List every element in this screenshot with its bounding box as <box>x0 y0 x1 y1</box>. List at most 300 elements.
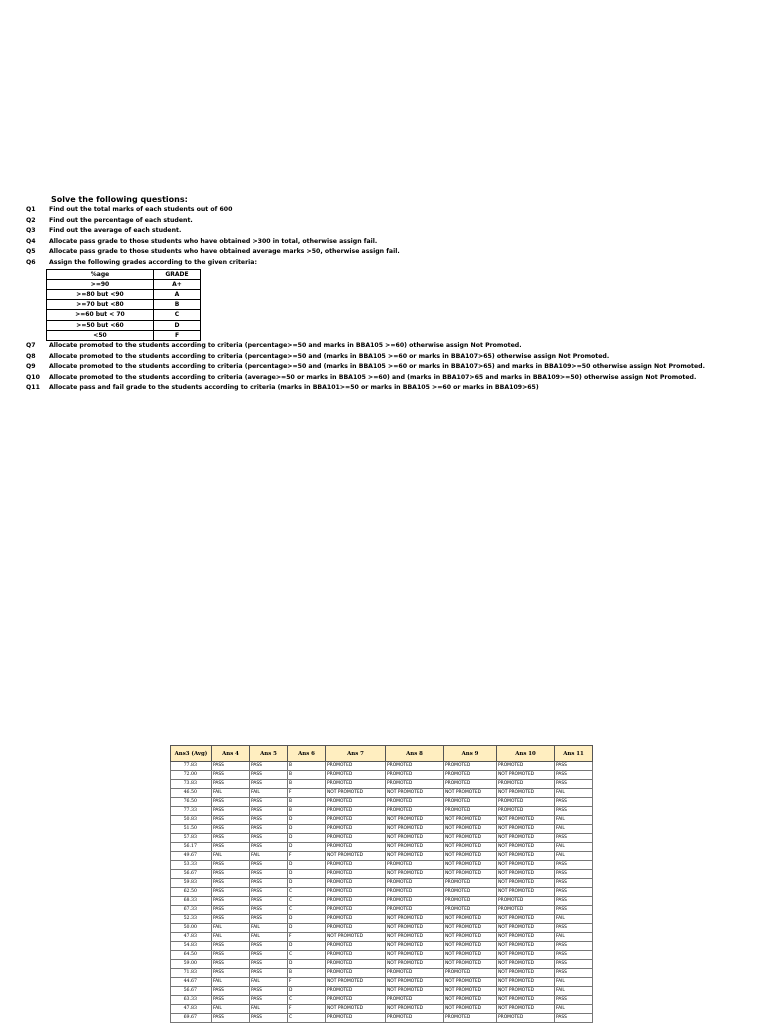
result-cell: NOT PROMOTED <box>326 978 386 987</box>
result-cell: NOT PROMOTED <box>444 942 497 951</box>
result-cell: NOT PROMOTED <box>444 987 497 996</box>
results-row <box>171 789 593 798</box>
question-text: Allocate promoted to the students according to criteria (average>=50 or marks in BBA105 >=60) and (marks in BBA107>65 and marks in BBA109>=50) otherwise assign Not Promoted. <box>49 373 697 381</box>
results-header-cell: Ans 7 <box>326 746 386 762</box>
average-cell: 56.17 <box>171 843 212 852</box>
results-row <box>171 960 593 969</box>
result-cell: NOT PROMOTED <box>444 1005 497 1014</box>
grade-letter-cell: A+ <box>154 279 201 289</box>
result-cell: PROMOTED <box>326 924 386 933</box>
question-text: Allocate pass grade to those students who have obtained >300 in total, otherwise assign fail. <box>49 237 378 245</box>
average-cell: 63.33 <box>171 996 212 1005</box>
result-cell: NOT PROMOTED <box>386 816 444 825</box>
result-cell: PASS <box>212 861 250 870</box>
grade-criteria-row <box>47 320 201 330</box>
result-cell: NOT PROMOTED <box>386 978 444 987</box>
grade-criteria-row <box>47 310 201 320</box>
results-row <box>171 897 593 906</box>
result-cell: F <box>288 852 326 861</box>
result-cell: NOT PROMOTED <box>444 915 497 924</box>
result-cell: PASS <box>250 825 288 834</box>
average-cell: 56.67 <box>171 987 212 996</box>
results-header-cell: Ans 10 <box>497 746 555 762</box>
result-cell: NOT PROMOTED <box>444 870 497 879</box>
questions-list-bottom <box>26 341 746 394</box>
grade-range-cell: >=50 but <60 <box>47 320 154 330</box>
result-cell: PASS <box>555 906 593 915</box>
result-cell: NOT PROMOTED <box>497 960 555 969</box>
result-cell: PASS <box>212 942 250 951</box>
average-cell: 62.50 <box>171 888 212 897</box>
result-cell: B <box>288 798 326 807</box>
results-row <box>171 879 593 888</box>
results-row <box>171 933 593 942</box>
results-table-wrap <box>170 745 593 1023</box>
result-cell: PASS <box>555 870 593 879</box>
question-number: Q7 <box>26 341 36 349</box>
result-cell: B <box>288 807 326 816</box>
result-cell: NOT PROMOTED <box>386 960 444 969</box>
question-number: Q2 <box>26 216 36 224</box>
results-row <box>171 924 593 933</box>
result-cell: C <box>288 951 326 960</box>
result-cell: D <box>288 915 326 924</box>
average-cell: 54.83 <box>171 942 212 951</box>
result-cell: FAIL <box>212 1005 250 1014</box>
results-row <box>171 870 593 879</box>
result-cell: PASS <box>250 996 288 1005</box>
question-number: Q4 <box>26 237 36 245</box>
results-header-cell: Ans 5 <box>250 746 288 762</box>
results-row <box>171 780 593 789</box>
result-cell: PROMOTED <box>326 780 386 789</box>
result-cell: NOT PROMOTED <box>497 987 555 996</box>
result-cell: PROMOTED <box>444 807 497 816</box>
result-cell: PASS <box>212 807 250 816</box>
question-item <box>26 216 746 227</box>
result-cell: FAIL <box>212 978 250 987</box>
result-cell: PASS <box>250 942 288 951</box>
result-cell: D <box>288 924 326 933</box>
result-cell: PASS <box>250 762 288 771</box>
result-cell: FAIL <box>250 933 288 942</box>
question-text: Find out the average of each student. <box>49 227 182 235</box>
average-cell: 59.00 <box>171 960 212 969</box>
average-cell: 69.67 <box>171 1014 212 1023</box>
result-cell: NOT PROMOTED <box>386 825 444 834</box>
result-cell: PASS <box>250 870 288 879</box>
question-number: Q9 <box>26 363 36 371</box>
result-cell: NOT PROMOTED <box>497 852 555 861</box>
result-cell: PASS <box>212 987 250 996</box>
result-cell: PROMOTED <box>326 942 386 951</box>
result-cell: C <box>288 888 326 897</box>
average-cell: 50.83 <box>171 816 212 825</box>
average-cell: 44.67 <box>171 978 212 987</box>
results-header-cell: Ans 9 <box>444 746 497 762</box>
result-cell: NOT PROMOTED <box>386 942 444 951</box>
result-cell: PASS <box>250 843 288 852</box>
result-cell: D <box>288 870 326 879</box>
average-cell: 71.83 <box>171 969 212 978</box>
result-cell: PROMOTED <box>326 816 386 825</box>
result-cell: PROMOTED <box>326 762 386 771</box>
question-number: Q6 <box>26 258 36 266</box>
result-cell: PASS <box>212 762 250 771</box>
results-header-cell: Ans 4 <box>212 746 250 762</box>
result-cell: PROMOTED <box>386 807 444 816</box>
average-cell: 77.83 <box>171 762 212 771</box>
result-cell: D <box>288 861 326 870</box>
results-row <box>171 816 593 825</box>
result-cell: NOT PROMOTED <box>497 915 555 924</box>
result-cell: NOT PROMOTED <box>497 978 555 987</box>
result-cell: PROMOTED <box>326 906 386 915</box>
result-cell: D <box>288 825 326 834</box>
result-cell: PASS <box>250 771 288 780</box>
result-cell: PROMOTED <box>386 996 444 1005</box>
result-cell: PASS <box>212 879 250 888</box>
question-item <box>26 258 746 269</box>
result-cell: NOT PROMOTED <box>386 843 444 852</box>
result-cell: D <box>288 942 326 951</box>
result-cell: NOT PROMOTED <box>386 933 444 942</box>
grade-header-percentage: %age <box>47 269 154 279</box>
result-cell: PROMOTED <box>497 897 555 906</box>
result-cell: PROMOTED <box>386 969 444 978</box>
result-cell: PASS <box>212 834 250 843</box>
results-row <box>171 861 593 870</box>
grade-range-cell: <50 <box>47 330 154 340</box>
result-cell: FAIL <box>555 816 593 825</box>
result-cell: NOT PROMOTED <box>444 852 497 861</box>
result-cell: PROMOTED <box>386 861 444 870</box>
question-number: Q11 <box>26 384 40 392</box>
average-cell: 53.33 <box>171 861 212 870</box>
grade-range-cell: >=80 but <90 <box>47 289 154 299</box>
question-text: Assign the following grades according to the given criteria: <box>49 258 257 266</box>
result-cell: FAIL <box>250 924 288 933</box>
result-cell: NOT PROMOTED <box>326 1005 386 1014</box>
results-row <box>171 807 593 816</box>
results-header-cell: Ans3 (Avg) <box>171 746 212 762</box>
question-text: Allocate pass grade to those students who have obtained average marks >50, otherwise assign fail. <box>49 248 400 256</box>
result-cell: PROMOTED <box>497 780 555 789</box>
result-cell: PROMOTED <box>497 807 555 816</box>
result-cell: PROMOTED <box>497 906 555 915</box>
results-row <box>171 1005 593 1014</box>
question-text: Allocate promoted to the students according to criteria (percentage>=50 and marks in BBA105 >=60) otherwise assign Not Promoted. <box>49 341 522 349</box>
average-cell: 73.83 <box>171 780 212 789</box>
result-cell: PASS <box>555 762 593 771</box>
result-cell: FAIL <box>555 825 593 834</box>
result-cell: D <box>288 879 326 888</box>
result-cell: NOT PROMOTED <box>497 969 555 978</box>
average-cell: 50.00 <box>171 924 212 933</box>
result-cell: PASS <box>555 888 593 897</box>
result-cell: PASS <box>555 951 593 960</box>
result-cell: PASS <box>250 888 288 897</box>
average-cell: 51.50 <box>171 825 212 834</box>
result-cell: PROMOTED <box>497 798 555 807</box>
result-cell: FAIL <box>212 852 250 861</box>
result-cell: NOT PROMOTED <box>386 834 444 843</box>
result-cell: PASS <box>250 807 288 816</box>
result-cell: NOT PROMOTED <box>444 843 497 852</box>
question-item <box>26 352 746 363</box>
result-cell: PASS <box>250 816 288 825</box>
result-cell: PROMOTED <box>326 771 386 780</box>
grade-header-grade: GRADE <box>154 269 201 279</box>
question-item <box>26 362 746 373</box>
result-cell: PROMOTED <box>444 888 497 897</box>
result-cell: PROMOTED <box>386 780 444 789</box>
grade-letter-cell: F <box>154 330 201 340</box>
result-cell: PROMOTED <box>444 1014 497 1023</box>
questions-section <box>26 194 746 394</box>
result-cell: PASS <box>212 888 250 897</box>
question-item <box>26 247 746 258</box>
result-cell: NOT PROMOTED <box>497 843 555 852</box>
questions-heading: Solve the following questions: <box>51 195 188 204</box>
result-cell: NOT PROMOTED <box>497 933 555 942</box>
result-cell: F <box>288 933 326 942</box>
grade-criteria-table <box>46 269 201 341</box>
result-cell: PROMOTED <box>386 762 444 771</box>
result-cell: PROMOTED <box>326 951 386 960</box>
result-cell: PASS <box>250 987 288 996</box>
result-cell: PASS <box>250 897 288 906</box>
result-cell: NOT PROMOTED <box>444 951 497 960</box>
result-cell: PASS <box>212 771 250 780</box>
grade-criteria-row <box>47 300 201 310</box>
result-cell: PASS <box>212 843 250 852</box>
result-cell: NOT PROMOTED <box>444 924 497 933</box>
grade-criteria-row <box>47 330 201 340</box>
result-cell: B <box>288 762 326 771</box>
question-text: Find out the total marks of each students out of 600 <box>49 206 233 213</box>
grade-letter-cell: D <box>154 320 201 330</box>
result-cell: NOT PROMOTED <box>386 852 444 861</box>
results-row <box>171 825 593 834</box>
result-cell: PROMOTED <box>326 834 386 843</box>
result-cell: PASS <box>555 969 593 978</box>
result-cell: PROMOTED <box>326 798 386 807</box>
results-row <box>171 843 593 852</box>
result-cell: NOT PROMOTED <box>326 789 386 798</box>
question-item <box>26 237 746 248</box>
result-cell: PROMOTED <box>386 1014 444 1023</box>
question-text: Allocate promoted to the students according to criteria (percentage>=50 and (marks in BBA105 >=60 or marks in BBA107>65) otherwise assign Not Promoted. <box>49 352 610 360</box>
result-cell: NOT PROMOTED <box>497 771 555 780</box>
results-row <box>171 951 593 960</box>
question-item <box>26 383 746 394</box>
result-cell: PROMOTED <box>326 897 386 906</box>
average-cell: 64.50 <box>171 951 212 960</box>
result-cell: PASS <box>212 816 250 825</box>
grade-criteria-row <box>47 279 201 289</box>
result-cell: PROMOTED <box>386 879 444 888</box>
results-table <box>170 745 593 1023</box>
result-cell: FAIL <box>555 1005 593 1014</box>
result-cell: PROMOTED <box>444 771 497 780</box>
result-cell: PASS <box>555 942 593 951</box>
result-cell: PROMOTED <box>326 879 386 888</box>
result-cell: PROMOTED <box>444 798 497 807</box>
result-cell: B <box>288 780 326 789</box>
result-cell: PASS <box>212 870 250 879</box>
result-cell: NOT PROMOTED <box>386 1005 444 1014</box>
question-item <box>26 373 746 384</box>
results-header-cell: Ans 6 <box>288 746 326 762</box>
results-row <box>171 798 593 807</box>
results-row <box>171 978 593 987</box>
result-cell: PASS <box>212 996 250 1005</box>
result-cell: NOT PROMOTED <box>444 834 497 843</box>
results-row <box>171 915 593 924</box>
result-cell: NOT PROMOTED <box>497 888 555 897</box>
result-cell: NOT PROMOTED <box>497 996 555 1005</box>
result-cell: D <box>288 834 326 843</box>
result-cell: PASS <box>212 825 250 834</box>
average-cell: 68.33 <box>171 897 212 906</box>
result-cell: PROMOTED <box>386 771 444 780</box>
result-cell: PROMOTED <box>444 780 497 789</box>
result-cell: PASS <box>250 906 288 915</box>
result-cell: PROMOTED <box>326 969 386 978</box>
question-text: Allocate promoted to the students according to criteria (percentage>=50 and (marks in BBA105 >=60 or marks in BBA107>65) and marks in BBA109>=50 otherwise assign Not Promoted. <box>49 363 705 371</box>
result-cell: NOT PROMOTED <box>497 870 555 879</box>
result-cell: PROMOTED <box>444 906 497 915</box>
result-cell: PASS <box>555 879 593 888</box>
result-cell: PASS <box>250 798 288 807</box>
result-cell: PASS <box>250 780 288 789</box>
result-cell: PASS <box>555 771 593 780</box>
result-cell: PASS <box>555 897 593 906</box>
results-header-cell: Ans 8 <box>386 746 444 762</box>
result-cell: NOT PROMOTED <box>497 1005 555 1014</box>
result-cell: FAIL <box>212 924 250 933</box>
result-cell: PROMOTED <box>326 870 386 879</box>
results-row <box>171 987 593 996</box>
average-cell: 47.83 <box>171 1005 212 1014</box>
question-number: Q8 <box>26 352 36 360</box>
result-cell: NOT PROMOTED <box>386 915 444 924</box>
result-cell: PROMOTED <box>444 969 497 978</box>
result-cell: PASS <box>250 960 288 969</box>
result-cell: PROMOTED <box>444 897 497 906</box>
result-cell: NOT PROMOTED <box>444 996 497 1005</box>
result-cell: PASS <box>212 897 250 906</box>
grade-letter-cell: C <box>154 310 201 320</box>
result-cell: FAIL <box>250 1005 288 1014</box>
result-cell: PASS <box>212 798 250 807</box>
grade-range-cell: >=90 <box>47 279 154 289</box>
result-cell: NOT PROMOTED <box>444 816 497 825</box>
result-cell: F <box>288 978 326 987</box>
result-cell: PASS <box>212 906 250 915</box>
result-cell: FAIL <box>250 978 288 987</box>
result-cell: PASS <box>250 834 288 843</box>
result-cell: PASS <box>250 915 288 924</box>
result-cell: C <box>288 1014 326 1023</box>
results-row <box>171 852 593 861</box>
result-cell: PROMOTED <box>326 825 386 834</box>
result-cell: PASS <box>555 780 593 789</box>
results-row <box>171 762 593 771</box>
result-cell: PROMOTED <box>386 888 444 897</box>
average-cell: 59.83 <box>171 879 212 888</box>
result-cell: PASS <box>212 780 250 789</box>
result-cell: NOT PROMOTED <box>497 816 555 825</box>
average-cell: 56.67 <box>171 870 212 879</box>
question-item <box>26 205 746 216</box>
grade-letter-cell: A <box>154 289 201 299</box>
result-cell: NOT PROMOTED <box>497 789 555 798</box>
average-cell: 77.33 <box>171 807 212 816</box>
result-cell: PASS <box>555 861 593 870</box>
result-cell: NOT PROMOTED <box>444 960 497 969</box>
result-cell: PROMOTED <box>497 762 555 771</box>
result-cell: NOT PROMOTED <box>444 825 497 834</box>
grade-range-cell: >=60 but < 70 <box>47 310 154 320</box>
result-cell: PROMOTED <box>386 897 444 906</box>
grade-criteria-table-wrap <box>46 269 746 341</box>
average-cell: 52.33 <box>171 915 212 924</box>
result-cell: NOT PROMOTED <box>497 942 555 951</box>
result-cell: D <box>288 816 326 825</box>
questions-list-top <box>26 205 746 269</box>
average-cell: 47.83 <box>171 933 212 942</box>
results-row <box>171 996 593 1005</box>
result-cell: C <box>288 996 326 1005</box>
result-cell: PASS <box>212 969 250 978</box>
result-cell: FAIL <box>555 987 593 996</box>
result-cell: PROMOTED <box>326 915 386 924</box>
result-cell: PROMOTED <box>326 987 386 996</box>
result-cell: NOT PROMOTED <box>497 951 555 960</box>
result-cell: FAIL <box>250 789 288 798</box>
result-cell: PASS <box>250 879 288 888</box>
grade-letter-cell: B <box>154 300 201 310</box>
result-cell: FAIL <box>212 789 250 798</box>
result-cell: PROMOTED <box>386 906 444 915</box>
result-cell: NOT PROMOTED <box>444 861 497 870</box>
result-cell: PROMOTED <box>444 879 497 888</box>
results-row <box>171 942 593 951</box>
question-number: Q5 <box>26 248 36 256</box>
result-cell: NOT PROMOTED <box>497 924 555 933</box>
result-cell: B <box>288 771 326 780</box>
result-cell: PROMOTED <box>386 798 444 807</box>
question-item <box>26 341 746 352</box>
question-number: Q10 <box>26 373 40 381</box>
question-number: Q1 <box>26 206 36 213</box>
result-cell: D <box>288 960 326 969</box>
result-cell: PASS <box>555 798 593 807</box>
results-header-cell: Ans 11 <box>555 746 593 762</box>
result-cell: B <box>288 969 326 978</box>
result-cell: NOT PROMOTED <box>386 987 444 996</box>
grade-criteria-row <box>47 289 201 299</box>
result-cell: PASS <box>250 861 288 870</box>
result-cell: D <box>288 987 326 996</box>
grade-range-cell: >=70 but <80 <box>47 300 154 310</box>
results-row <box>171 969 593 978</box>
result-cell: FAIL <box>555 852 593 861</box>
result-cell: NOT PROMOTED <box>444 933 497 942</box>
result-cell: FAIL <box>555 789 593 798</box>
